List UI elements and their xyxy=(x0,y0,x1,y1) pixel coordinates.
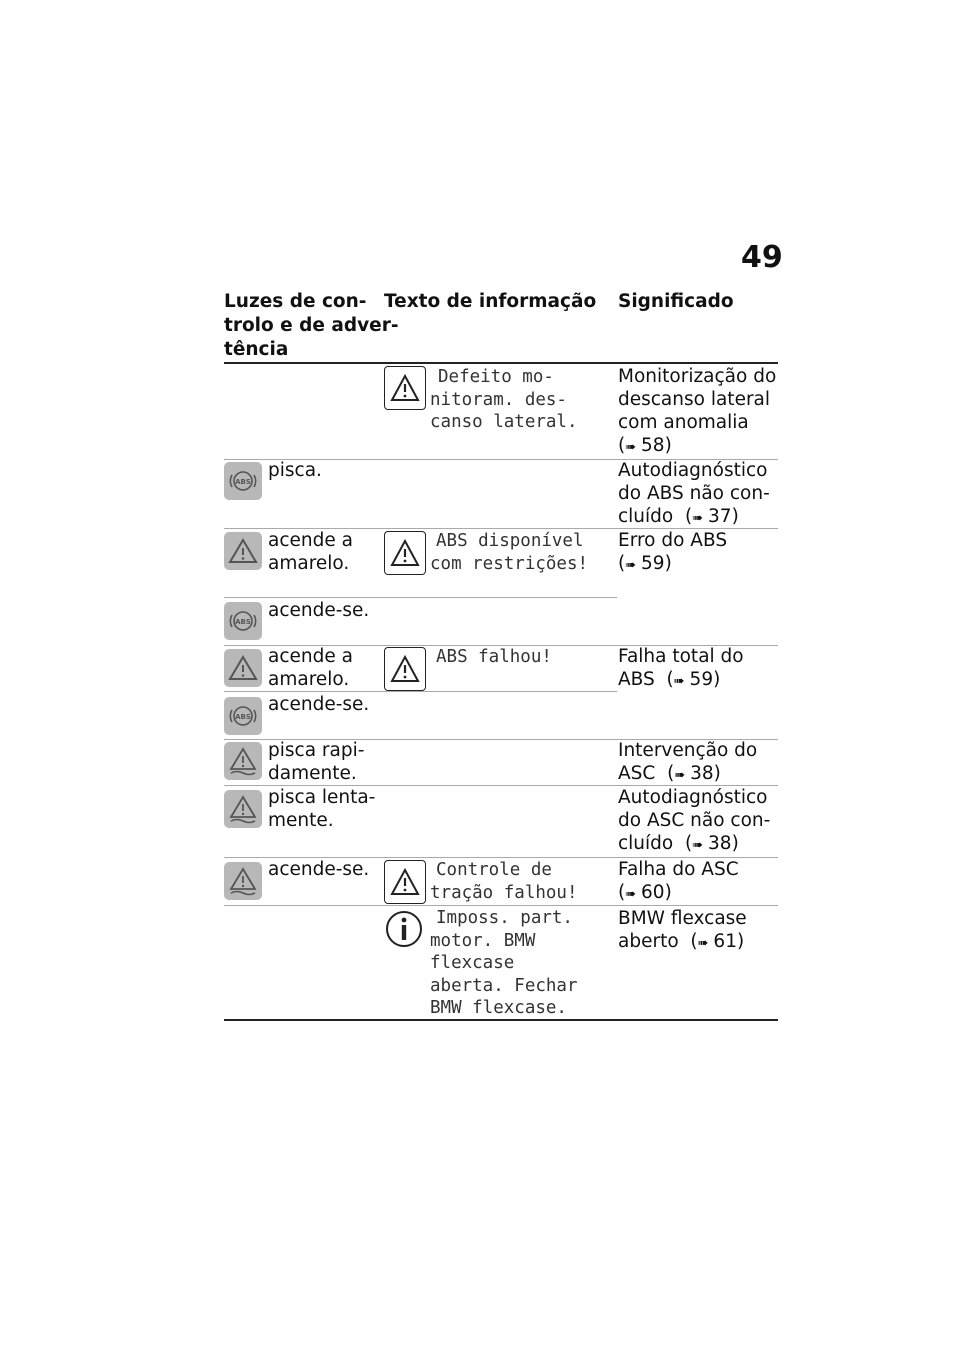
page-reference[interactable]: (➠ 61) xyxy=(690,931,745,952)
reference-arrow-icon: ➠ xyxy=(692,511,703,526)
meaning-asc-failure: Falha do ASC (➠ 60) xyxy=(618,858,739,906)
warning-triangle-icon xyxy=(384,366,426,410)
lamp-state: pisca. xyxy=(268,460,322,481)
meaning-asc-intervention: Intervenção do ASC (➠ 38) xyxy=(618,740,758,784)
page-reference[interactable]: (➠ 38) xyxy=(685,833,739,854)
reference-arrow-icon: ➠ xyxy=(697,936,708,951)
abs-warning-icon xyxy=(224,462,262,500)
page-reference[interactable]: (➠ 59) xyxy=(666,669,721,690)
reference-arrow-icon: ➠ xyxy=(625,887,636,902)
lamp-state: acende-se. xyxy=(268,859,370,880)
info-text-abs-restricted: ABS disponível com restrições! xyxy=(430,531,589,574)
info-text-traction-failed: Controle de tração falhou! xyxy=(430,860,578,903)
row-divider xyxy=(224,691,617,692)
svg-text:ABS: ABS xyxy=(235,713,251,721)
reference-arrow-icon: ➠ xyxy=(625,558,636,573)
lamp-state: acende-se. xyxy=(268,600,370,621)
info-text-side-stand: Defeito mo- nitoram. des- canso lateral. xyxy=(430,367,578,432)
header-rule xyxy=(224,362,778,364)
svg-text:ABS: ABS xyxy=(235,618,251,626)
lamp-state: acende a amarelo. xyxy=(268,646,353,690)
meaning-abs-self-diagnosis: Autodiagnóstico do ABS não con- cluído (➠ 37) xyxy=(618,460,770,527)
abs-warning-icon xyxy=(224,602,262,640)
asc-traction-icon xyxy=(224,862,262,900)
warning-triangle-icon xyxy=(384,531,426,575)
abs-warning-icon xyxy=(224,697,262,735)
header-col-info-text: Texto de informação xyxy=(384,291,597,312)
page-reference[interactable]: (➠ 38) xyxy=(667,763,721,784)
header-col-meaning: Significado xyxy=(618,291,734,312)
warning-triangle-icon xyxy=(224,649,262,687)
lamp-state: pisca lenta- mente. xyxy=(268,787,376,831)
warning-triangle-icon xyxy=(224,532,262,570)
reference-arrow-icon: ➠ xyxy=(692,838,703,853)
meaning-flexcase-open: BMW flexcase aberto (➠ 61) xyxy=(618,908,747,952)
page-reference[interactable]: (➠ 37) xyxy=(685,506,739,527)
info-text-abs-failed: ABS falhou! xyxy=(436,647,552,667)
page-number: 49 xyxy=(741,240,783,275)
page-reference[interactable]: (➠ 59) xyxy=(618,553,672,574)
meaning-abs-total-failure: Falha total do ABS (➠ 59) xyxy=(618,646,744,690)
lamp-state: acende a amarelo. xyxy=(268,530,353,574)
reference-arrow-icon: ➠ xyxy=(674,768,685,783)
asc-traction-icon xyxy=(224,742,262,780)
reference-arrow-icon: ➠ xyxy=(673,674,684,689)
asc-traction-icon xyxy=(224,790,262,828)
lamp-state: pisca rapi- damente. xyxy=(268,740,365,784)
info-icon xyxy=(384,908,424,950)
row-divider xyxy=(224,597,617,598)
svg-text:ABS: ABS xyxy=(235,478,251,486)
meaning-abs-error: Erro do ABS (➠ 59) xyxy=(618,529,727,577)
meaning-asc-self-diagnosis: Autodiagnóstico do ASC não con- cluído (➠ 38) xyxy=(618,787,771,854)
reference-arrow-icon: ➠ xyxy=(625,440,636,455)
header-col-lights: Luzes de con- trolo e de adver- tência xyxy=(224,291,399,360)
lamp-state: acende-se. xyxy=(268,694,370,715)
page-reference[interactable]: (➠ 58) xyxy=(618,435,672,456)
page-reference[interactable]: (➠ 60) xyxy=(618,882,672,903)
warning-triangle-icon xyxy=(384,647,426,691)
info-text-flexcase: Imposs. part. motor. BMW flexcase aberta. Fechar BMW flexcase. xyxy=(430,908,578,1018)
meaning-side-stand: Monitorização do descanso lateral com anomalia (➠ 58) xyxy=(618,365,776,459)
warning-triangle-icon xyxy=(384,860,426,904)
